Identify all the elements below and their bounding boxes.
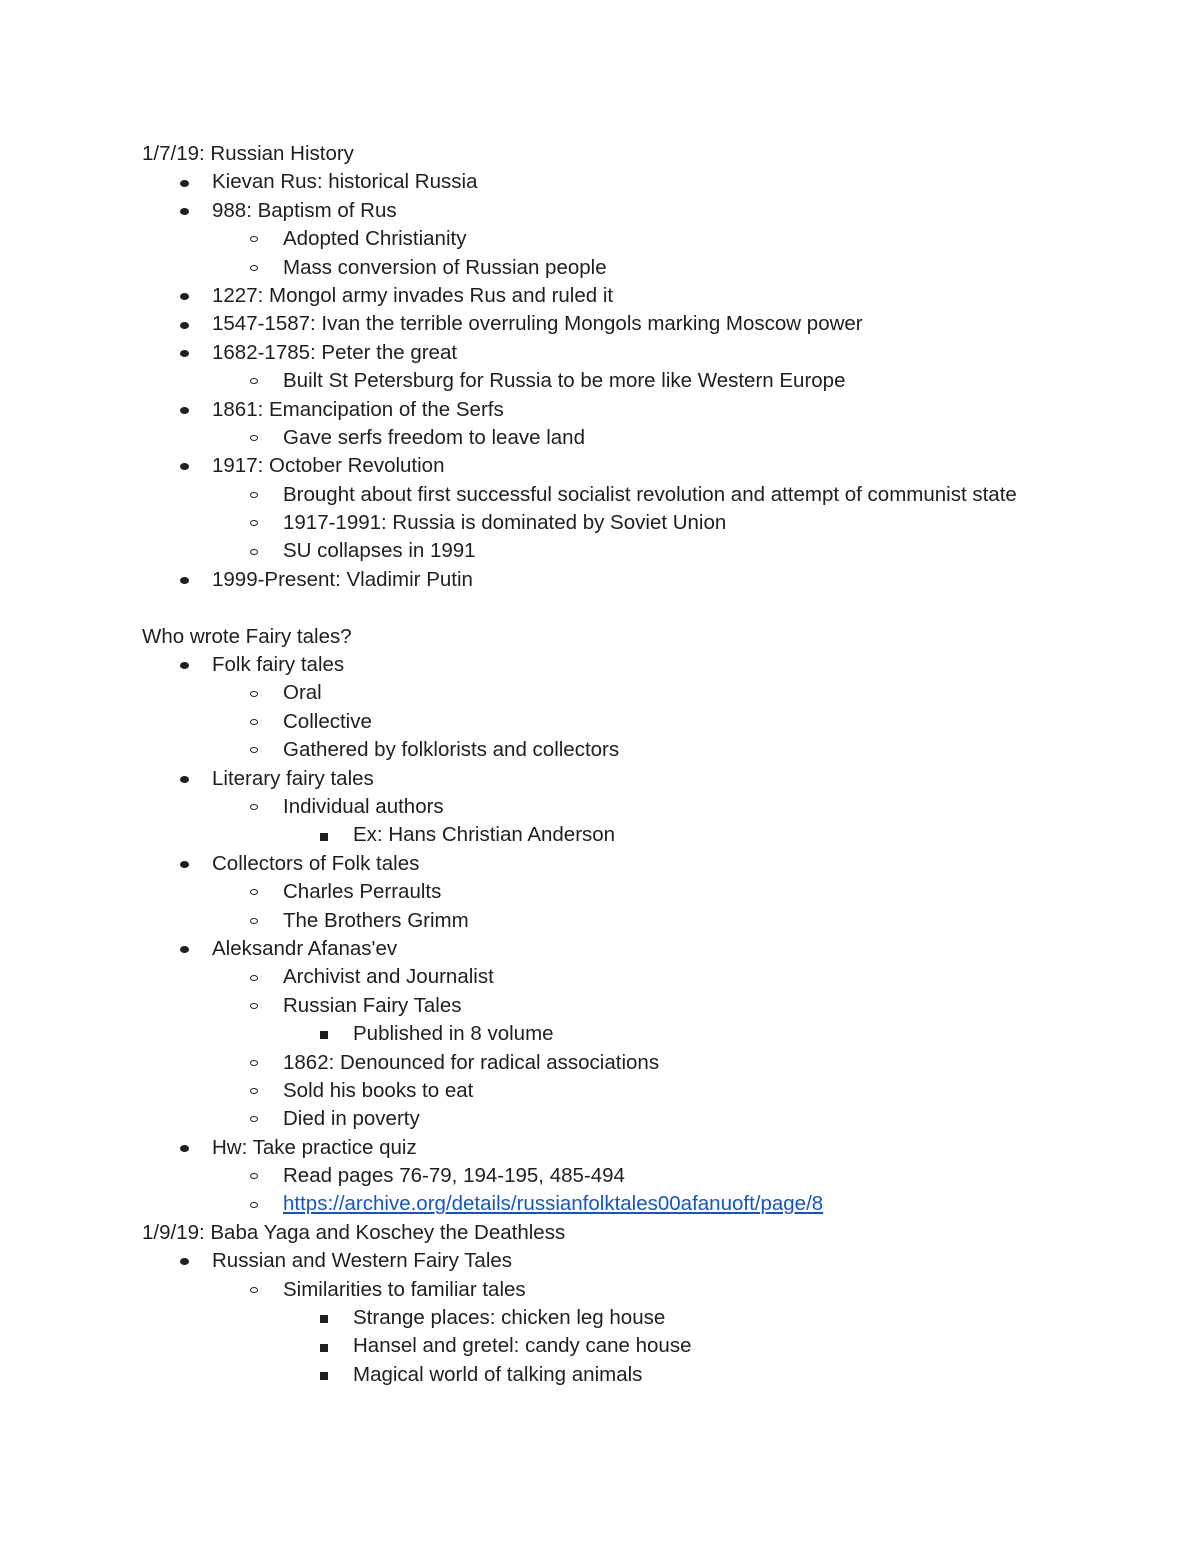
bullet-circle-icon <box>250 265 258 271</box>
bullet-square-icon <box>320 1031 328 1039</box>
list-item-text: Adopted Christianity <box>283 227 467 251</box>
list-item-text: Gave serfs freedom to leave land <box>283 425 585 449</box>
list-item <box>142 566 1142 594</box>
bullet-circle-icon <box>250 492 258 498</box>
list-item-text: 1861: Emancipation of the Serfs <box>212 397 504 421</box>
list-item <box>142 1077 1142 1105</box>
list-item <box>142 452 1142 480</box>
bullet-circle-icon <box>250 435 258 441</box>
list-item-text: Strange places: chicken leg house <box>353 1306 666 1330</box>
list-item-text: Published in 8 volume <box>353 1022 554 1046</box>
list-item-text: Similarities to familiar tales <box>283 1277 526 1301</box>
bullet-square-icon <box>320 833 328 841</box>
list-item <box>142 339 1142 367</box>
bullet-circle-icon <box>250 747 258 753</box>
list-item-text: SU collapses in 1991 <box>283 539 476 563</box>
list-item <box>142 1190 1142 1218</box>
section-heading <box>142 623 1142 651</box>
bullet-circle-icon <box>250 549 258 555</box>
bullet-circle-icon <box>250 719 258 725</box>
list-item-text: Folk fairy tales <box>212 653 345 677</box>
bullet-circle-icon <box>250 889 258 895</box>
blank-line <box>142 594 1142 622</box>
list-item-text: 1547-1587: Ivan the terrible overruling Mongols marking Moscow power <box>212 312 863 336</box>
list-item <box>142 396 1142 424</box>
list-item <box>142 793 1142 821</box>
bullet-disc-icon <box>180 208 189 215</box>
list-item <box>142 708 1142 736</box>
heading-text: Who wrote Fairy tales? <box>142 624 352 648</box>
bullet-square-icon <box>320 1344 328 1352</box>
list-item <box>142 1247 1142 1275</box>
heading-text: 1/7/19: Russian History <box>142 142 354 165</box>
bullet-circle-icon <box>250 804 258 810</box>
list-item <box>142 1276 1142 1304</box>
archive-link[interactable]: https://archive.org/details/russianfolktales00afanuoft/page/8 <box>283 1192 824 1216</box>
list-item-text: Hw: Take practice quiz <box>212 1135 417 1159</box>
list-item <box>142 1105 1142 1133</box>
list-item <box>142 907 1142 935</box>
bullet-disc-icon <box>180 293 189 300</box>
bullet-disc-icon <box>180 662 189 669</box>
list-item-text: 1917-1991: Russia is dominated by Soviet Union <box>283 511 727 535</box>
list-item-text: Kievan Rus: historical Russia <box>212 170 478 194</box>
list-item <box>142 963 1142 991</box>
list-item-text: Aleksandr Afanas'ev <box>212 936 398 960</box>
bullet-circle-icon <box>250 378 258 384</box>
document-body <box>142 140 1142 1389</box>
list-item-text: Russian and Western Fairy Tales <box>212 1249 513 1273</box>
list-item-text: Oral <box>283 681 322 705</box>
list-item <box>142 1304 1142 1332</box>
list-item <box>142 254 1142 282</box>
list-item-text: Individual authors <box>283 794 444 818</box>
list-item-text: Archivist and Journalist <box>283 965 494 989</box>
bullet-circle-icon <box>250 520 258 526</box>
bullet-circle-icon <box>250 975 258 981</box>
list-item-text: 1682-1785: Peter the great <box>212 340 458 364</box>
section-heading <box>142 1219 1142 1247</box>
list-item <box>142 1162 1142 1190</box>
list-item <box>142 168 1142 196</box>
bullet-circle-icon <box>250 691 258 697</box>
list-item-text: 1227: Mongol army invades Rus and ruled it <box>212 283 614 307</box>
list-item-text: Russian Fairy Tales <box>283 993 462 1017</box>
bullet-circle-icon <box>250 1088 258 1094</box>
bullet-disc-icon <box>180 1145 189 1152</box>
list-item <box>142 367 1142 395</box>
bullet-disc-icon <box>180 1258 189 1265</box>
list-item-text: Literary fairy tales <box>212 766 374 790</box>
list-item <box>142 509 1142 537</box>
bullet-disc-icon <box>180 350 189 357</box>
bullet-disc-icon <box>180 463 189 470</box>
list-item <box>142 821 1142 849</box>
list-item <box>142 651 1142 679</box>
list-item-text: 1917: October Revolution <box>212 454 445 478</box>
bullet-disc-icon <box>180 322 189 329</box>
list-item-text: Magical world of talking animals <box>353 1362 643 1386</box>
bullet-disc-icon <box>180 861 189 868</box>
list-item <box>142 1332 1142 1360</box>
list-item <box>142 679 1142 707</box>
bullet-disc-icon <box>180 946 189 953</box>
heading-text: 1/9/19: Baba Yaga and Koschey the Deathless <box>142 1220 566 1244</box>
list-item <box>142 1049 1142 1077</box>
list-item-text: 1862: Denounced for radical associations <box>283 1050 660 1074</box>
list-item-text: Charles Perraults <box>283 880 442 904</box>
bullet-square-icon <box>320 1372 328 1380</box>
list-item-text: Gathered by folklorists and collectors <box>283 738 620 762</box>
list-item-text: Read pages 76-79, 194-195, 485-494 <box>283 1164 625 1188</box>
bullet-circle-icon <box>250 1202 258 1208</box>
section-heading <box>142 140 1142 168</box>
list-item <box>142 282 1142 310</box>
list-item <box>142 736 1142 764</box>
list-item-text: Died in poverty <box>283 1107 420 1131</box>
bullet-circle-icon <box>250 1116 258 1122</box>
bullet-disc-icon <box>180 407 189 414</box>
list-item <box>142 225 1142 253</box>
list-item <box>142 935 1142 963</box>
list-item-text: 988: Baptism of Rus <box>212 198 397 222</box>
list-item-text: Mass conversion of Russian people <box>283 255 607 279</box>
list-item <box>142 197 1142 225</box>
list-item <box>142 424 1142 452</box>
list-item-text: The Brothers Grimm <box>283 908 469 932</box>
bullet-disc-icon <box>180 577 189 584</box>
bullet-square-icon <box>320 1315 328 1323</box>
bullet-disc-icon <box>180 180 189 187</box>
list-item-text: Built St Petersburg for Russia to be more like Western Europe <box>283 369 846 393</box>
bullet-circle-icon <box>250 1173 258 1179</box>
list-item <box>142 537 1142 565</box>
list-item <box>142 1020 1142 1048</box>
list-item-text: 1999-Present: Vladimir Putin <box>212 567 473 591</box>
list-item <box>142 1134 1142 1162</box>
bullet-circle-icon <box>250 236 258 242</box>
list-item <box>142 878 1142 906</box>
list-item <box>142 1361 1142 1389</box>
bullet-circle-icon <box>250 1287 258 1293</box>
list-item <box>142 992 1142 1020</box>
list-item-text: Hansel and gretel: candy cane house <box>353 1334 692 1358</box>
list-item <box>142 310 1142 338</box>
list-item-text: Collectors of Folk tales <box>212 851 420 875</box>
bullet-circle-icon <box>250 918 258 924</box>
bullet-circle-icon <box>250 1003 258 1009</box>
list-item <box>142 481 1142 509</box>
list-item-text: Collective <box>283 709 372 733</box>
list-item <box>142 765 1142 793</box>
list-item-text: Sold his books to eat <box>283 1078 474 1102</box>
list-item-text: Ex: Hans Christian Anderson <box>353 823 616 847</box>
list-item <box>142 850 1142 878</box>
bullet-circle-icon <box>250 1060 258 1066</box>
list-item-text: Brought about first successful socialist revolution and attempt of communist state <box>283 482 1017 506</box>
bullet-disc-icon <box>180 776 189 783</box>
